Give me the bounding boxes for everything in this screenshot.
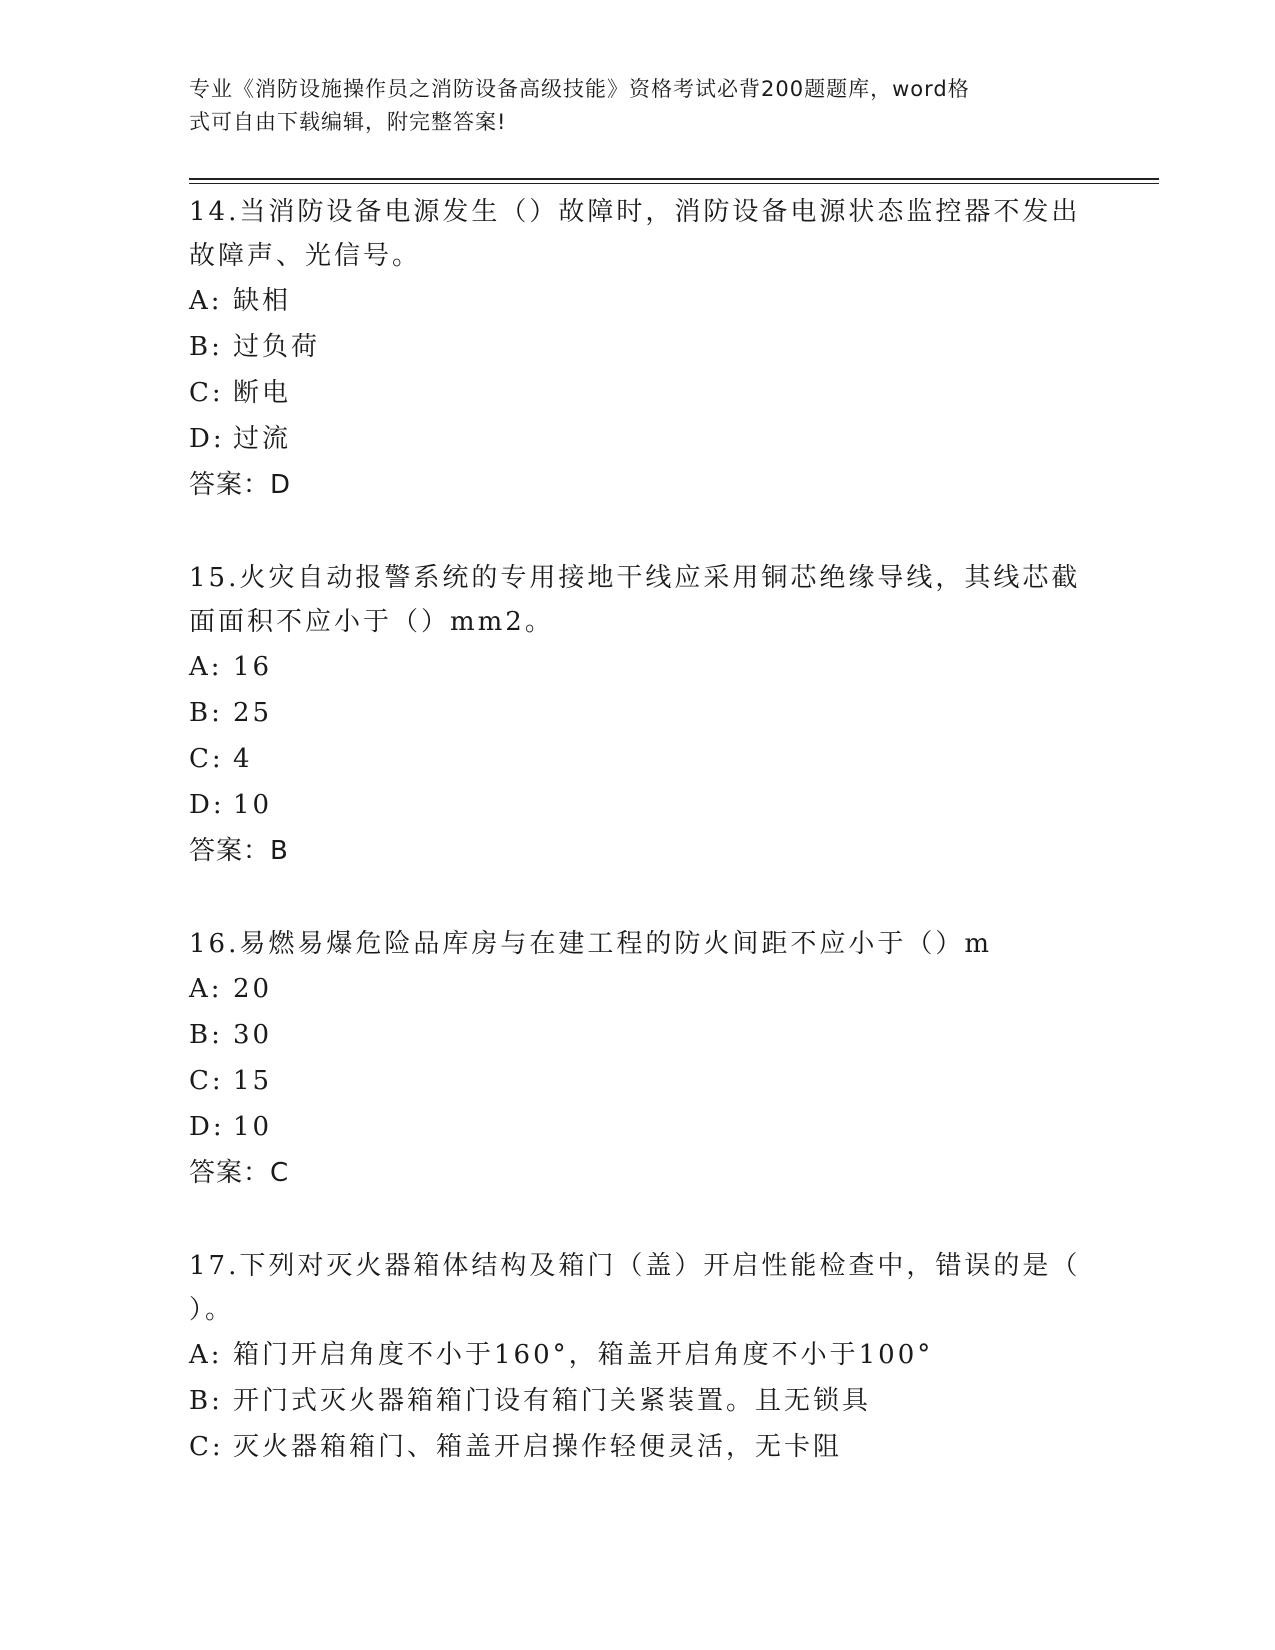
option-d [189, 416, 1089, 462]
option-letter: B: [189, 1020, 223, 1050]
option-c [189, 1058, 1089, 1104]
option-letter: C: [189, 1432, 224, 1462]
option-d [189, 782, 1089, 828]
header-line-2: 式可自由下载编辑，附完整答案! [189, 110, 507, 134]
option-c [189, 1424, 1089, 1470]
option-letter: A: [189, 974, 223, 1004]
question-text-line-1: 17.下列对灭火器箱体结构及箱门（盖）开启性能检查中，错误的是（ [189, 1251, 1081, 1281]
question-text-line-1: 16.易燃易爆危险品库房与在建工程的防火间距不应小于（）m [189, 929, 993, 959]
option-letter: C: [189, 1066, 224, 1096]
option-letter: C: [189, 744, 224, 774]
option-letter: D: [189, 1112, 225, 1142]
option-letter: D: [189, 790, 225, 820]
question-text-line-2: 面面积不应小于（）mm2。 [189, 607, 554, 637]
question-text-line-2: ）。 [189, 1295, 235, 1325]
option-letter: A: [189, 1340, 223, 1370]
option-text: 10 [233, 1112, 273, 1142]
option-b [189, 1012, 1089, 1058]
option-letter: A: [189, 286, 223, 316]
option-a [189, 644, 1089, 690]
header-line-1: 专业《消防设施操作员之消防设备高级技能》资格考试必背200题题库，word格 [189, 77, 970, 101]
option-letter: B: [189, 1386, 223, 1416]
question-text-line-1: 15.火灾自动报警系统的专用接地干线应采用铜芯绝缘导线，其线芯截 [189, 563, 1081, 593]
option-a [189, 278, 1089, 324]
option-text: 20 [233, 974, 273, 1004]
header-divider-thin [189, 183, 1159, 184]
option-text: 25 [233, 698, 273, 728]
option-text: 10 [233, 790, 273, 820]
option-b [189, 324, 1089, 370]
option-a [189, 1332, 1089, 1378]
option-text: 箱门开启角度不小于160°，箱盖开启角度不小于100° [233, 1340, 934, 1370]
option-text: 缺相 [233, 286, 292, 316]
question-15 [189, 556, 1089, 874]
option-b [189, 1378, 1089, 1424]
option-text: 灭火器箱箱门、箱盖开启操作轻便灵活，无卡阻 [233, 1432, 843, 1462]
option-text: 开门式灭火器箱箱门设有箱门关紧装置。且无锁具 [233, 1386, 872, 1416]
option-a [189, 966, 1089, 1012]
answer-line: 答案：D [189, 470, 292, 500]
option-c [189, 736, 1089, 782]
answer-line: 答案：C [189, 1158, 290, 1188]
option-text: 15 [233, 1066, 273, 1096]
question-14 [189, 190, 1089, 508]
question-17 [189, 1244, 1089, 1470]
option-b [189, 690, 1089, 736]
option-text: 30 [233, 1020, 273, 1050]
option-letter: B: [189, 698, 223, 728]
option-text: 4 [233, 744, 253, 774]
option-text: 过负荷 [233, 332, 321, 362]
question-text-line-2: 故障声、光信号。 [189, 241, 422, 271]
option-letter: B: [189, 332, 223, 362]
option-text: 16 [233, 652, 273, 682]
header-divider-thick [189, 178, 1159, 180]
document-header [189, 73, 1069, 139]
option-text: 断电 [233, 378, 292, 408]
option-letter: A: [189, 652, 223, 682]
question-16 [189, 922, 1089, 1196]
option-text: 过流 [233, 424, 292, 454]
answer-line: 答案：B [189, 836, 289, 866]
option-d [189, 1104, 1089, 1150]
question-text-line-1: 14.当消防设备电源发生（）故障时，消防设备电源状态监控器不发出 [189, 197, 1081, 227]
option-letter: D: [189, 424, 225, 454]
option-c [189, 370, 1089, 416]
option-letter: C: [189, 378, 224, 408]
